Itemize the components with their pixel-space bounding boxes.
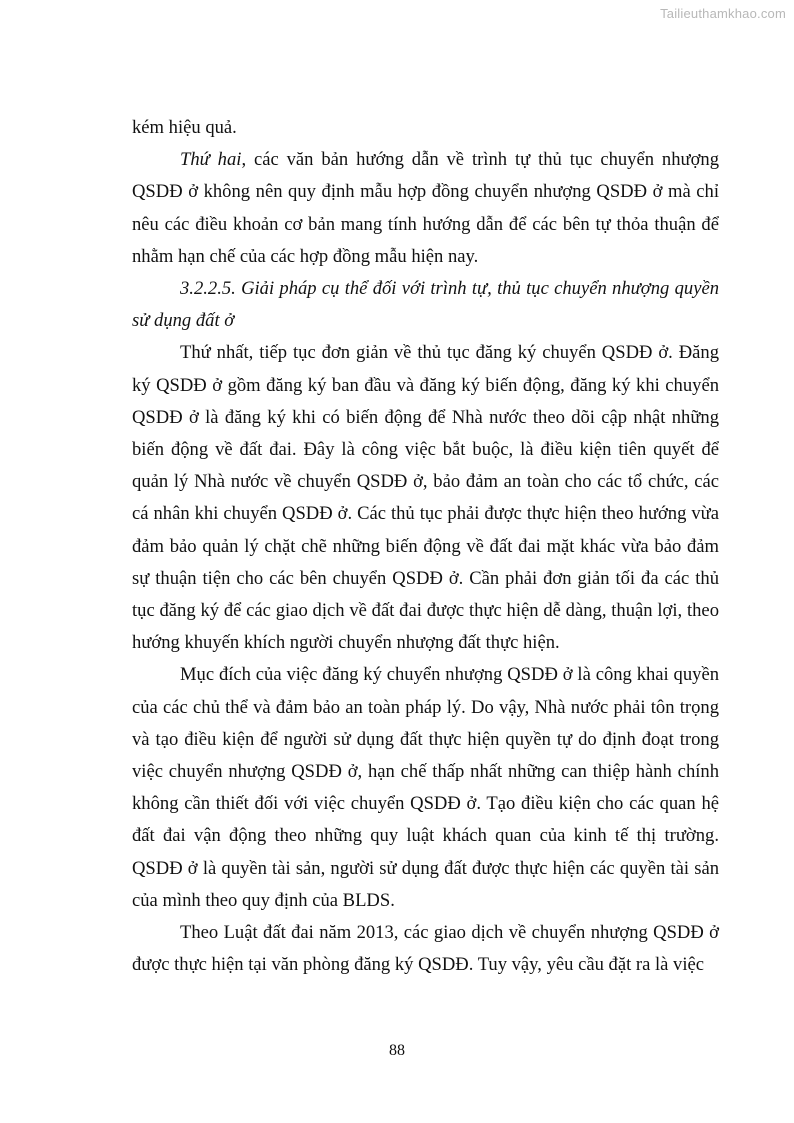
section-heading: 3.2.2.5. Giải pháp cụ thể đối với trình tự, thủ tục chuyển nhượng quyền sử dụng đất ở — [132, 278, 719, 332]
page-number: 88 — [389, 1042, 405, 1059]
paragraph-continuation: kém hiệu quả. — [132, 117, 237, 138]
paragraph-registration-purpose: Mục đích của việc đăng ký chuyển nhượng QSDĐ ở là công khai quyền của các chủ thể và đảm bảo an toàn pháp lý. Do vậy, Nhà nước phải tôn trọng và tạo điều kiện để người sử dụng đất thực hiện quyền tự do định đoạt trong việc chuyển nhượng QSDĐ ở, hạn chế thấp nhất những can thiệp hành chính không cần thiết đối với việc chuyển QSDĐ ở. Tạo điều kiện cho các quan hệ đất đai vận động theo những quy luật khách quan của kinh tế thị trường. QSDĐ ở là quyền tài sản, người sử dụng đất được thực hiện các quyền tài sản của mình theo quy định của BLDS. — [132, 664, 719, 911]
paragraph-second-point — [132, 144, 719, 273]
paragraph-first-point: Thứ nhất, tiếp tục đơn giản về thủ tục đăng ký chuyển QSDĐ ở. Đăng ký QSDĐ ở gồm đăng ký ban đầu và đăng ký biến động, đăng ký khi chuyển QSDĐ ở là đăng ký khi có biến động để Nhà nước theo dõi cập nhật những biến động về đất đai. Đây là công việc bắt buộc, là điều kiện tiên quyết để quản lý Nhà nước về chuyển QSDĐ ở, bảo đảm an toàn cho các tổ chức, các cá nhân khi chuyển QSDĐ ở. Các thủ tục phải được thực hiện theo hướng vừa đảm bảo quản lý chặt chẽ những biến động về đất đai mặt khác vừa bảo đảm sự thuận tiện cho các bên chuyển QSDĐ ở. Cần phải đơn giản tối đa các thủ tục đăng ký để các giao dịch về đất đai được thực hiện dễ dàng, thuận lợi, theo hướng khuyến khích người chuyển nhượng đất thực hiện. — [132, 342, 719, 654]
watermark: Tailieuthamkhao.com — [660, 6, 786, 21]
paragraph-lead-italic: Thứ hai — [180, 149, 242, 171]
body-text — [132, 112, 719, 981]
paragraph-body: , các văn bản hướng dẫn về trình tự thủ tục chuyển nhượng QSDĐ ở không nên quy định mẫu hợp đồng chuyển nhượng QSDĐ ở mà chỉ nêu các điều khoản cơ bản mang tính hướng dẫn để các bên tự thỏa thuận để nhằm hạn chế của các hợp đồng mẫu hiện nay. — [132, 149, 719, 267]
paragraph-land-law: Theo Luật đất đai năm 2013, các giao dịch về chuyển nhượng QSDĐ ở được thực hiện tại văn phòng đăng ký QSDĐ. Tuy vậy, yêu cầu đặt ra là việc — [132, 922, 719, 976]
